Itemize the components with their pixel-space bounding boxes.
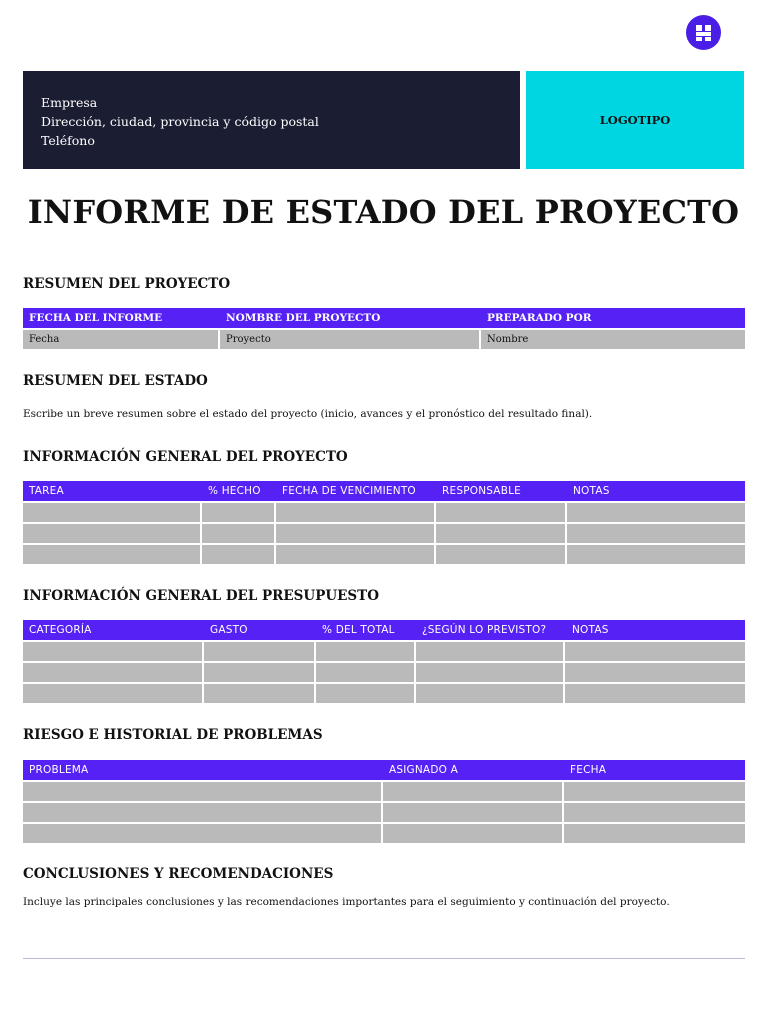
column-header: NOTAS [573, 485, 610, 497]
table-row [23, 782, 745, 801]
company-address: Dirección, ciudad, provincia y código postal [41, 114, 319, 129]
project-name-cell[interactable]: Proyecto [220, 330, 479, 349]
company-phone: Teléfono [41, 133, 95, 148]
footer-divider [23, 958, 745, 959]
table-cell[interactable] [567, 524, 745, 543]
status-summary-text[interactable]: Escribe un breve resumen sobre el estado del proyecto (inicio, avances y el pronóstico del resultado final). [23, 408, 593, 420]
table-cell[interactable] [416, 663, 563, 682]
column-header: TAREA [29, 485, 64, 497]
table-cell[interactable] [23, 503, 200, 522]
project-summary-heading: RESUMEN DEL PROYECTO [23, 276, 231, 292]
table-cell[interactable] [564, 824, 745, 843]
table-cell[interactable] [202, 545, 274, 564]
table-row [23, 524, 745, 543]
page-title: INFORME DE ESTADO DEL PROYECTO [27, 193, 740, 231]
table-cell[interactable] [23, 642, 202, 661]
table-cell[interactable] [276, 524, 434, 543]
prepared-by-cell[interactable]: Nombre [481, 330, 745, 349]
table-cell[interactable] [23, 803, 381, 822]
risk-history-heading: RIESGO E HISTORIAL DE PROBLEMAS [23, 727, 323, 743]
budget-overview-table [23, 620, 745, 703]
column-header: FECHA [570, 764, 607, 776]
table-cell[interactable] [204, 663, 314, 682]
app-logo-glyph-icon [686, 15, 721, 50]
column-header: FECHA DE VENCIMIENTO [282, 485, 416, 497]
risk-history-table [23, 760, 745, 843]
table-cell[interactable] [23, 782, 381, 801]
budget-overview-heading: INFORMACIÓN GENERAL DEL PRESUPUESTO [23, 588, 379, 604]
table-cell[interactable] [316, 663, 414, 682]
report-date-cell[interactable]: Fecha [23, 330, 218, 349]
column-header: ¿SEGÚN LO PREVISTO? [422, 624, 547, 636]
column-header: RESPONSABLE [442, 485, 521, 497]
table-cell[interactable] [416, 684, 563, 703]
table-cell[interactable] [567, 545, 745, 564]
table-row [23, 642, 745, 661]
column-header: NOTAS [572, 624, 609, 636]
table-cell[interactable] [316, 684, 414, 703]
table-cell[interactable] [23, 545, 200, 564]
table-header-row [23, 481, 745, 501]
table-cell[interactable] [436, 524, 565, 543]
table-row [23, 824, 745, 843]
table-cell[interactable] [23, 524, 200, 543]
project-overview-table [23, 481, 745, 564]
column-header: PREPARADO POR [487, 312, 592, 324]
table-cell[interactable] [565, 663, 745, 682]
table-cell[interactable] [565, 684, 745, 703]
project-overview-heading: INFORMACIÓN GENERAL DEL PROYECTO [23, 449, 348, 465]
table-cell[interactable] [383, 782, 562, 801]
status-summary-heading: RESUMEN DEL ESTADO [23, 373, 208, 389]
table-cell[interactable] [564, 782, 745, 801]
column-header: % HECHO [208, 485, 261, 497]
company-name: Empresa [41, 95, 98, 110]
table-cell[interactable] [276, 545, 434, 564]
table-header-row [23, 308, 745, 328]
column-header: CATEGORÍA [29, 624, 92, 636]
table-cell[interactable] [23, 684, 202, 703]
table-cell[interactable] [23, 824, 381, 843]
table-cell[interactable] [204, 684, 314, 703]
table-cell[interactable] [204, 642, 314, 661]
logo-placeholder [526, 71, 744, 169]
table-cell[interactable] [383, 824, 562, 843]
table-row [23, 684, 745, 703]
table-cell[interactable] [202, 503, 274, 522]
table-cell[interactable] [416, 642, 563, 661]
app-logo-icon[interactable] [686, 15, 721, 50]
company-info-block [23, 71, 520, 169]
table-cell[interactable] [383, 803, 562, 822]
project-summary-table [23, 308, 745, 349]
table-row [23, 663, 745, 682]
column-header: % DEL TOTAL [322, 624, 395, 636]
column-header: GASTO [210, 624, 248, 636]
table-cell[interactable] [436, 545, 565, 564]
table-cell[interactable] [276, 503, 434, 522]
table-cell[interactable] [565, 642, 745, 661]
column-header: ASIGNADO A [389, 764, 458, 776]
table-header-row [23, 620, 745, 640]
logo-label: LOGOTIPO [599, 113, 671, 127]
table-row [23, 803, 745, 822]
column-header: PROBLEMA [29, 764, 89, 776]
table-cell[interactable] [23, 663, 202, 682]
table-cell[interactable] [567, 503, 745, 522]
table-cell[interactable] [316, 642, 414, 661]
table-cell[interactable] [564, 803, 745, 822]
table-header-row [23, 760, 745, 780]
table-row [23, 503, 745, 522]
conclusions-text[interactable]: Incluye las principales conclusiones y las recomendaciones importantes para el seguimiento y continuación del proyecto. [23, 896, 670, 908]
column-header: FECHA DEL INFORME [29, 312, 163, 324]
table-cell[interactable] [436, 503, 565, 522]
conclusions-heading: CONCLUSIONES Y RECOMENDACIONES [23, 866, 334, 882]
table-row [23, 545, 745, 564]
table-row [23, 330, 745, 349]
table-cell[interactable] [202, 524, 274, 543]
column-header: NOMBRE DEL PROYECTO [226, 312, 381, 324]
